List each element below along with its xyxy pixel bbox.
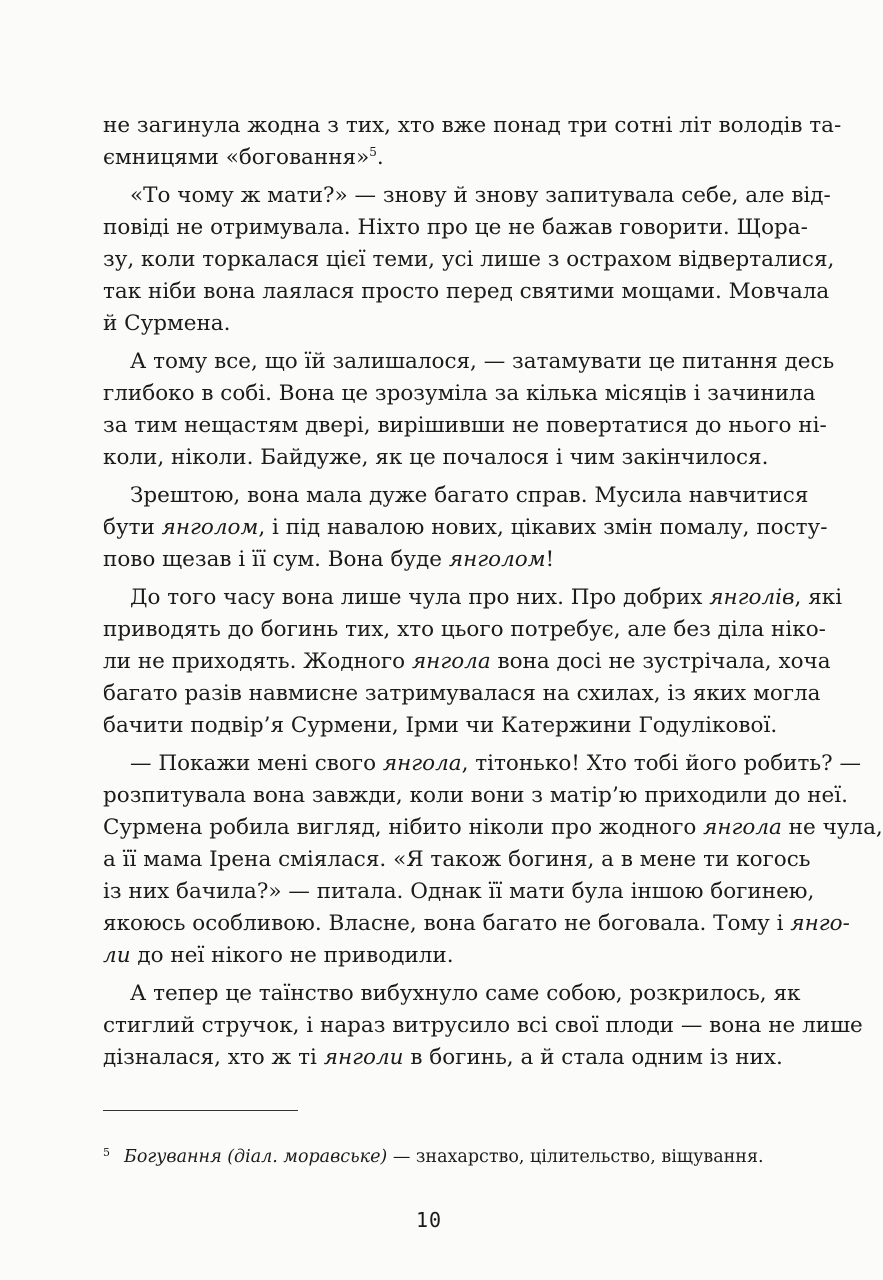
- text-line: А тепер це таїнство вибухнуло саме собою, розкрилось, як: [130, 981, 801, 1006]
- text-line: ли до неї нікого не приводили.: [103, 943, 454, 968]
- footnote-divider: [103, 1110, 298, 1111]
- footnote-number: 5: [103, 1146, 110, 1159]
- text-line: бачити подвір’я Сурмени, Ірми чи Катержини Годулікової.: [103, 713, 778, 738]
- text-line: стиглий стручок, і нараз витрусило всі свої плоди — вона не лише: [103, 1013, 863, 1038]
- text-line: пово щезав і її сум. Вона буде янголом!: [103, 547, 555, 572]
- text-line: дізналася, хто ж ті янголи в богинь, а й стала одним із них.: [103, 1045, 783, 1070]
- text-line: глибоко в собі. Вона це зрозуміла за кілька місяців і зачинила: [103, 381, 816, 406]
- text-line: А тому все, що їй залишалося, — затамувати це питання десь: [130, 349, 835, 374]
- text-line: ємницями «боговання»$^5$.: [103, 145, 384, 170]
- text-line: багато разів навмисне затримувалася на схилах, із яких могла: [103, 681, 821, 706]
- text-line: Зрештою, вона мала дуже багато справ. Мусила навчитися: [130, 483, 809, 508]
- text-line: й Сурмена.: [103, 311, 231, 336]
- text-line: приводять до богинь тих, хто цього потребує, але без діла ніко-: [103, 617, 826, 642]
- text-line: а її мама Ірена сміялася. «Я також богиня, а в мене ти когось: [103, 847, 811, 872]
- text-line: коли, ніколи. Байдуже, як це почалося і чим закінчилося.: [103, 445, 769, 470]
- text-line: не загинула жодна з тих, хто вже понад три сотні літ володів та-: [103, 113, 842, 138]
- text-line: Сурмена робила вигляд, нібито ніколи про жодного янгола не чула,: [103, 815, 883, 840]
- text-line: із них бачила?» — питала. Однак її мати була іншою богинею,: [103, 879, 815, 904]
- footnote-term: Богування (діал. моравське): [124, 1147, 388, 1167]
- text-line: розпитувала вона завжди, коли вони з матір’ю приходили до неї.: [103, 783, 848, 808]
- text-line: повіді не отримувала. Ніхто про це не бажав говорити. Щора-: [103, 215, 808, 240]
- footnote-ref[interactable]: 5: [369, 145, 377, 159]
- text-line: зу, коли торкалася цієї теми, усі лише з острахом відверталися,: [103, 247, 835, 272]
- text-line: так ніби вона лаялася просто перед святими мощами. Мовчала: [103, 279, 830, 304]
- page-number: 10: [415, 1208, 443, 1232]
- footnote: [103, 1140, 783, 1170]
- text-line: — Покажи мені свого янгола, тітонько! Хто тобі його робить? —: [130, 751, 861, 776]
- text-line: «То чому ж мати?» — знову й знову запитувала себе, але від-: [130, 183, 831, 208]
- text-line: ли не приходять. Жодного янгола вона досі не зустрічала, хоча: [103, 649, 831, 674]
- text-line: бути янголом, і під навалою нових, цікавих змін помалу, посту-: [103, 515, 828, 540]
- footnote-text: — знахарство, цілительство, віщування.: [387, 1147, 764, 1167]
- text-line: якоюсь особливою. Власне, вона багато не боговала. Тому і янго-: [103, 911, 850, 936]
- text-line: за тим нещастям двері, вирішивши не повертатися до нього ні-: [103, 413, 827, 438]
- text-line: До того часу вона лише чула про них. Про добрих янголів, які: [130, 585, 843, 610]
